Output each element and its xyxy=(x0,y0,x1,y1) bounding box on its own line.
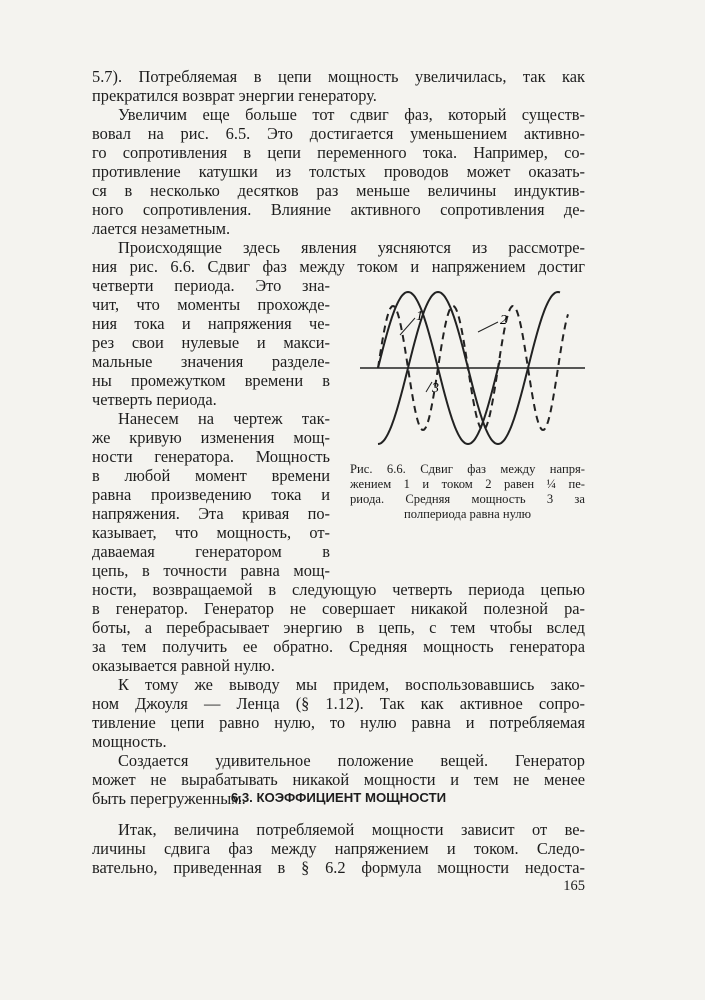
text-line: ном Джоуля — Ленца (§ 1.12). Так как активное сопро- xyxy=(92,694,585,713)
text-line: четверти периода. Это зна- xyxy=(92,276,330,295)
text-line: го сопротивления в цепи переменного тока. Например, со- xyxy=(92,143,585,162)
text-line: быть перегруженным. xyxy=(92,789,246,808)
text-line: может не вырабатывать никакой мощности и тем не менее xyxy=(92,770,585,789)
text-line: мальные значения разделе- xyxy=(92,352,330,371)
text-line: четверть периода. xyxy=(92,390,217,409)
text-line: Увеличим еще больше тот сдвиг фаз, который существ- xyxy=(118,105,585,124)
text-line: мощность. xyxy=(92,732,167,751)
text-line: напряжения. Эта кривая по- xyxy=(92,504,330,523)
text-line: даваемая генератором в xyxy=(92,542,330,561)
text-line: Создается удивительное положение вещей. Генератор xyxy=(118,751,585,770)
page-number: 165 xyxy=(563,878,585,894)
curve-label-2: 2 xyxy=(500,313,507,328)
text-line: личины сдвига фаз между напряжением и током. Следо- xyxy=(92,839,585,858)
text-line: ны промежутком времени в xyxy=(92,371,330,390)
text-line: в генератор. Генератор не совершает никакой полезной ра- xyxy=(92,599,585,618)
text-line: ния тока и напряжения че- xyxy=(92,314,330,333)
text-line: ния рис. 6.6. Сдвиг фаз между током и напряжением достиг xyxy=(92,257,585,276)
curve-label-1: 1 xyxy=(416,309,423,324)
text-line: ного сопротивления. Влияние активного сопротивления де- xyxy=(92,200,585,219)
text-line: противление катушки из толстых проводов может оказать- xyxy=(92,162,585,181)
text-line: ности, возвращаемой в следующую четверть периода цепью xyxy=(92,580,585,599)
text-line: вательно, приведенная в § 6.2 формула мощности недоста- xyxy=(92,858,585,877)
text-line: Происходящие здесь явления уясняются из рассмотре- xyxy=(118,238,585,257)
text-line: Нанесем на чертеж так- xyxy=(118,409,330,428)
text-line: в любой момент времени xyxy=(92,466,330,485)
section-heading: 6.3. КОЭФФИЦИЕНТ МОЩНОСТИ xyxy=(230,790,447,805)
text-line: тивление цепи равно нулю, то нулю равна и потребляемая xyxy=(92,713,585,732)
figure-caption-line: полпериода равна нулю xyxy=(403,507,532,521)
text-line: равна произведению тока и xyxy=(92,485,330,504)
text-line: боты, а перебрасывает энергию в цепь, с тем чтобы вслед xyxy=(92,618,585,637)
curve-label-3: 3 xyxy=(432,381,439,396)
text-line: ся в несколько десятков раз меньше величины индуктив- xyxy=(92,181,585,200)
label-1-leader xyxy=(400,318,415,335)
text-line: же кривую изменения мощ- xyxy=(92,428,330,447)
text-line: казывает, что мощность, от- xyxy=(92,523,330,542)
text-line: ности генератора. Мощность xyxy=(92,447,330,466)
text-line: оказывается равной нулю. xyxy=(92,656,275,675)
phase-shift-figure xyxy=(360,280,585,460)
figure-caption-line: риода. Средняя мощность 3 за xyxy=(350,492,585,506)
text-line: за тем получить ее обратно. Средняя мощность генератора xyxy=(92,637,585,656)
text-line: цепь, в точности равна мощ- xyxy=(92,561,330,580)
text-line: К тому же выводу мы придем, воспользовавшись зако- xyxy=(118,675,585,694)
text-line: чит, что моменты прохожде- xyxy=(92,295,330,314)
text-line: Итак, величина потребляемой мощности зависит от ве- xyxy=(118,820,585,839)
text-line: прекратился возврат энергии генератору. xyxy=(92,86,377,105)
figure-caption-line: жением 1 и током 2 равен ¼ пе- xyxy=(350,477,585,491)
text-line: лается незаметным. xyxy=(92,219,231,238)
text-line: рез свои нулевые и макси- xyxy=(92,333,330,352)
text-line: 5.7). Потребляемая в цепи мощность увеличилась, так как xyxy=(92,67,585,86)
label-2-leader xyxy=(478,322,498,332)
figure-caption-line: Рис. 6.6. Сдвиг фаз между напря- xyxy=(350,462,585,476)
text-line: вовал на рис. 6.5. Это достигается уменьшением активно- xyxy=(92,124,585,143)
